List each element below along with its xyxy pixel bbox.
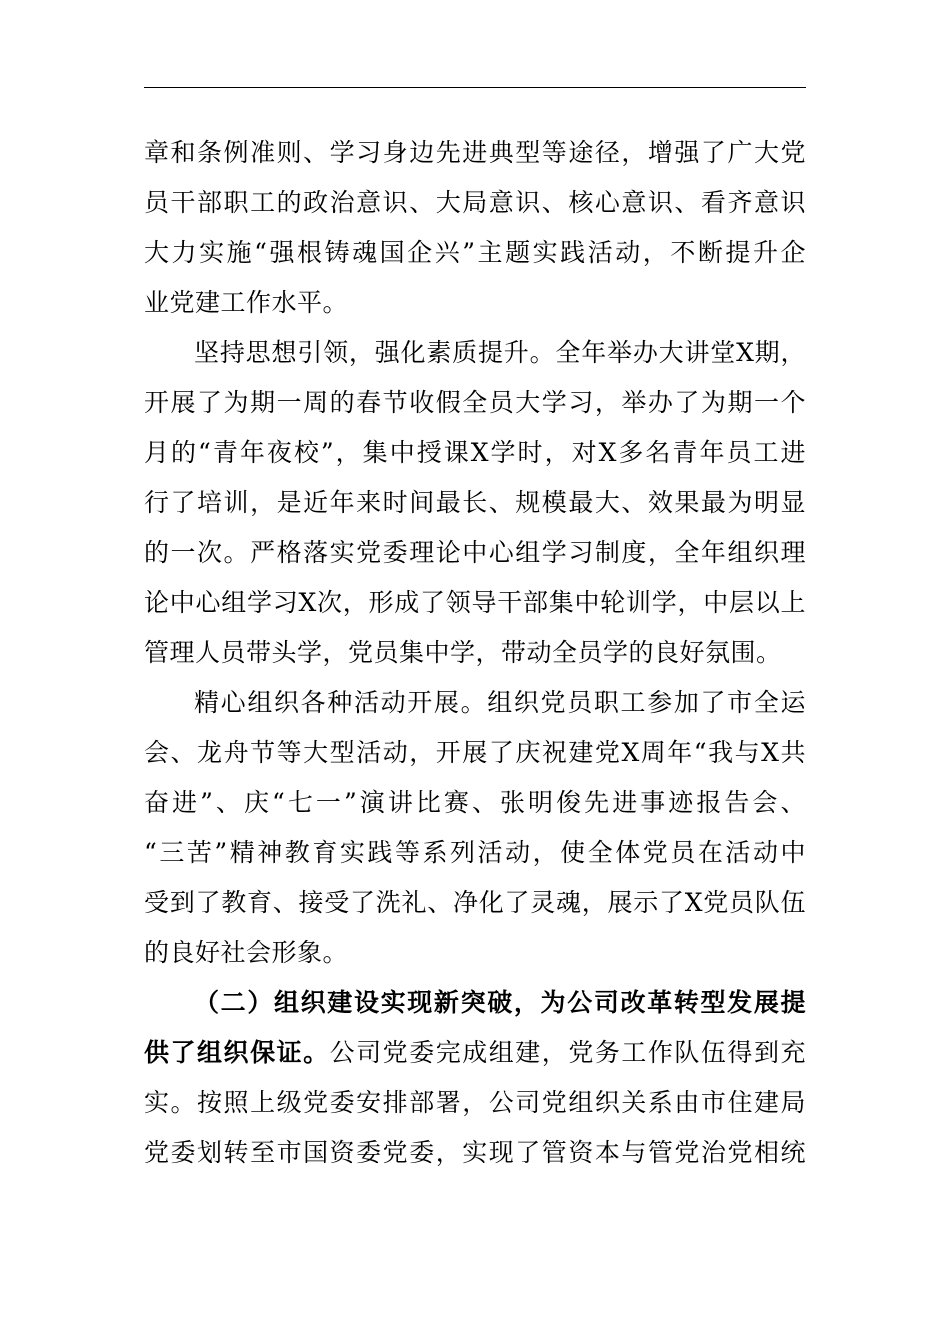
paragraph-lines <box>144 128 806 978</box>
body-text <box>144 128 806 1178</box>
text-line: 奋进”、庆“七一”演讲比赛、张明俊先进事迹报告会、 <box>144 788 806 817</box>
text-line: 管理人员带头学，党员集中学，带动全员学的良好氛围。 <box>144 638 782 667</box>
text-line: 精心组织各种活动开展。组织党员职工参加了市全运 <box>194 688 806 717</box>
section-heading-end: 供了组织保证。 <box>144 1038 330 1067</box>
text-line: 章和条例准则、学习身边先进典型等途径，增强了广大党 <box>144 138 806 167</box>
text-line: 坚持思想引领，强化素质提升。全年举办大讲堂X期， <box>194 338 806 367</box>
section-heading-line: （二）组织建设实现新突破，为公司改革转型发展提 <box>194 988 806 1017</box>
text-line: “三苦”精神教育实践等系列活动，使全体党员在活动中 <box>144 838 806 867</box>
section-body-start: 公司党委完成组建，党务工作队伍得到充 <box>329 1038 806 1067</box>
header-rule <box>144 87 806 88</box>
section-body-line: 实。按照上级党委安排部署，公司党组织关系由市住建局 <box>144 1088 806 1117</box>
text-line: 大力实施“强根铸魂国企兴”主题实践活动，不断提升企 <box>144 238 806 267</box>
text-line: 受到了教育、接受了洗礼、净化了灵魂，展示了X党员队伍 <box>144 888 806 917</box>
text-line: 行了培训，是近年来时间最长、规模最大、效果最为明显 <box>144 488 806 517</box>
text-line: 业党建工作水平。 <box>144 288 349 317</box>
text-line: 员干部职工的政治意识、大局意识、核心意识、看齐意识 <box>144 188 806 217</box>
text-line: 开展了为期一周的春节收假全员大学习，举办了为期一个 <box>144 388 806 417</box>
section-body-line: 党委划转至市国资委党委，实现了管资本与管党治党相统 <box>144 1138 806 1167</box>
text-line: 论中心组学习X次，形成了领导干部集中轮训学，中层以上 <box>144 588 806 617</box>
text-line: 会、龙舟节等大型活动，开展了庆祝建党X周年“我与X共 <box>144 738 806 767</box>
section-heading-continuation <box>144 1028 806 1078</box>
text-line: 的一次。严格落实党委理论中心组学习制度，全年组织理 <box>144 538 806 567</box>
text-line: 月的“青年夜校”，集中授课X学时，对X多名青年员工进 <box>144 438 806 467</box>
text-line: 的良好社会形象。 <box>144 938 349 967</box>
